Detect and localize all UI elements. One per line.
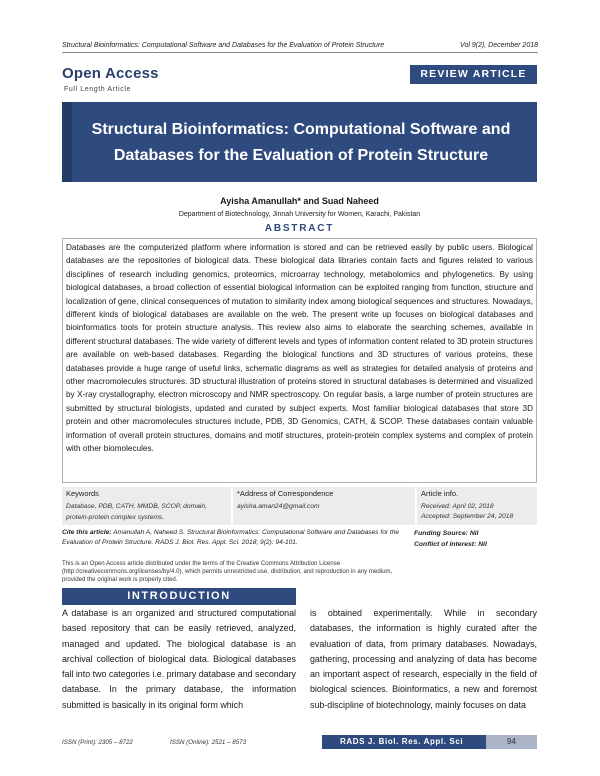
correspondence-section [233,487,415,525]
cite-label: Cite this article: [62,529,112,536]
funding-source: Funding Source: Nil [414,530,479,537]
paper-title: Structural Bioinformatics: Computational Software and Databases for the Evaluation of Protein Structure [91,121,511,164]
correspondence-label: *Address of Correspondence [237,489,334,498]
article-meta-bar [62,487,537,525]
intro-right-column: is obtained experimentally. While in secondary databases, the information is highly curated after the evaluation of data, from primary databases. Nowadays, gathering, processing and analyzing of data has become an important aspect of research, especially in the field of biological sciences. Bioinformatics, a new and foremost sub-discipline of biotechnology, mainly focuses on data [310,608,537,710]
citation [62,528,412,547]
keywords-label: Keywords [66,489,99,498]
cite-text: Amanullah A, Naheed S. Structural Bioinformatics: Computational Software and Databases for the Evaluation of Protein Structure. RADS J. Biol. Res. Appl. Sci. 2018; 9(2): 94-101. [62,529,400,546]
article-info-section [417,487,537,525]
received-date: Received: April 02, 2018 [421,503,494,510]
header-divider [62,52,538,53]
open-access-label: Open Access [62,65,159,82]
running-title: Structural Bioinformatics: Computational Software and Databases for the Evaluation of Protein Structure [62,42,385,49]
review-article-badge: REVIEW ARTICLE [410,65,537,84]
article-info-label: Article info. [421,489,459,498]
authors: Ayisha Amanullah* and Suad Naheed [220,196,379,206]
article-type-label: Full Length Article [64,86,132,93]
page-number: 94 [486,735,537,749]
volume-issue: Vol 9(2), December 2018 [460,42,538,49]
issn-print: ISSN (Print): 2305 – 8722 [62,739,133,746]
keywords-section [62,487,231,525]
intro-left-column: A database is an organized and structured computational based repository that can be easily retrieved, analyzed, managed and updated. The biological database is an archival collection of biological data. Biological databases fall into two categories i.e. primary database and secondary database. In the primary database, the information submitted is basically in its original form which [62,608,296,710]
accepted-date: Accepted: September 24, 2018 [421,513,514,520]
funding-conflict [414,528,487,550]
keywords-value: Database, PDB, CATH, MMDB, SCOP, domain, protein-protein complex systems. [66,503,207,521]
introduction-heading: INTRODUCTION [62,588,296,605]
journal-name: RADS J. Biol. Res. Appl. Sci [340,737,464,746]
abstract-heading: ABSTRACT [264,223,335,234]
abstract-text: Databases are the computerized platform where information is stored and can be retrieved easily by public users. Biological databases are the repositories of biological data. These biological data libraries contain facts and figures related to various disciplines of research including genomics, proteomics, microarray technology, metabolomics and phylogenetics. By using biological databases, a broad collection of essential biological information can be exploited ranging from function, structure and localization of gene, clinical consequences of mutation to similarity index among biological sequences and structures. Nowadays, different kinds of biological databases are available on the web. The present write up focuses on biological databases and bioinformatics tools for protein structure analysis. This review also aims to elaborate the searching schemes, available in different structural databases. The wide variety of different levels and types of information content related to 3D protein structures are available on web-based databases. Regarding the biological functions and 3D structures of various proteins, these databases provide a huge range of useful links, schematic diagrams as well as strategies for detailed analysis of proteins and other macromolecules structures. 3D structural illustration of proteins stored in structural databases is determined and visualized by X-ray crystallography, electron microscopy and NMR spectroscopy. On regular basis, a large number of protein structures are submitted by structural biologists, updated and curated by subject experts. Most familiar biological databases that store 3D protein and other macromolecules structures include, PDB, 3D Genomics, CATH, & SCOP. These databases contain valuable information of overall protein structures, domains and motif structures, protein-protein complex systems and complex of protein with other biomolecules. [66,243,533,454]
correspondence-email[interactable]: ayisha.aman24@gmail.com [237,503,320,510]
license-note: This is an Open Access article distributed under the terms of the Creative Commons Attribution License (http://creativecommons.org/licenses/by/4.0), which permits unrestricted use, distribution, and reproduction in any medium, provided the original work is properly cited. [62,560,393,584]
affiliation: Department of Biotechnology, Jinnah University for Women, Karachi, Pakistan [178,211,421,218]
conflict-of-interest: Conflict of Interest: Nil [414,541,487,548]
issn-online: ISSN (Online): 2521 – 8573 [170,739,247,746]
